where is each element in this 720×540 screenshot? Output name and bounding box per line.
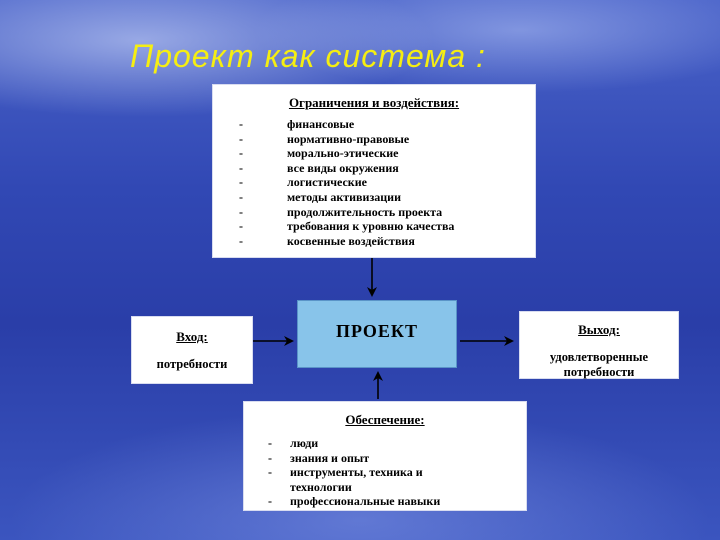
list-item: - знания и опыт	[268, 450, 370, 465]
constraints-heading: Ограничения и воздействия:	[288, 95, 460, 110]
list-item: - профессиональные навыки	[268, 494, 441, 509]
support-heading: Обеспечение:	[345, 412, 425, 427]
list-item: - косвенные воздействия	[239, 233, 415, 248]
list-item: - нормативно-правовые	[239, 131, 410, 146]
slide-title: Проект как система :	[130, 38, 486, 74]
input-heading: Вход:	[176, 329, 208, 344]
list-item: - продолжительность проекта	[239, 204, 443, 219]
list-item: - требования к уровню качества	[239, 219, 455, 234]
list-item: технологии	[290, 479, 352, 494]
output-text-line2: потребности	[563, 365, 635, 379]
list-item: - финансовые	[239, 117, 355, 131]
output-text-line1: удовлетворенные	[549, 350, 649, 364]
input-text: потребности	[156, 357, 228, 371]
output-heading: Выход:	[578, 322, 620, 337]
list-item: - люди	[268, 436, 319, 450]
project-box: ПРОЕКТ	[297, 300, 457, 368]
list-item: - логистические	[239, 175, 367, 190]
list-item: - морально-этические	[239, 146, 399, 161]
list-item: - инструменты, техника и	[268, 465, 423, 480]
list-item: - методы активизации	[239, 189, 402, 204]
list-item: - все виды окружения	[239, 160, 399, 175]
